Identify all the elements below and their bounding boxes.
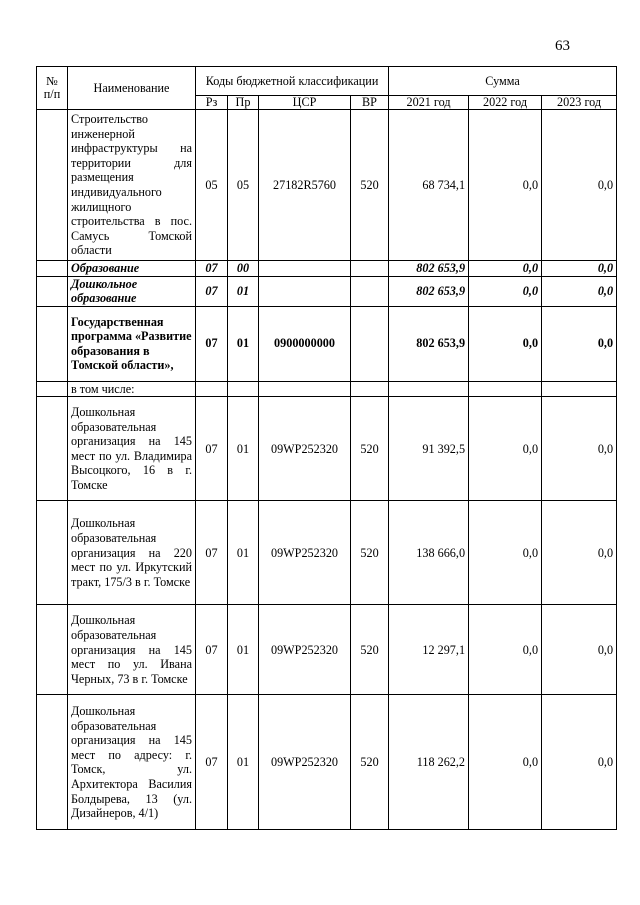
cell-2021: 138 666,0 xyxy=(389,501,469,605)
cell-vr xyxy=(351,306,389,381)
cell-num xyxy=(37,381,68,397)
cell-vr: 520 xyxy=(351,695,389,830)
table-body xyxy=(37,110,617,830)
header-pr: Пр xyxy=(228,96,259,110)
cell-vr xyxy=(351,261,389,277)
table-row xyxy=(37,306,617,381)
cell-rz: 07 xyxy=(196,501,228,605)
cell-2022: 0,0 xyxy=(469,397,542,501)
table-row xyxy=(37,110,617,261)
cell-name: Строительство инженерной инфраструктуры на территории для размещения индивидуального жилищного строительства в пос. Самусь Томской области xyxy=(68,110,196,261)
cell-csr: 27182R5760 xyxy=(259,110,351,261)
cell-2022: 0,0 xyxy=(469,605,542,695)
header-rz: Рз xyxy=(196,96,228,110)
cell-2021: 91 392,5 xyxy=(389,397,469,501)
cell-pr: 01 xyxy=(228,276,259,306)
cell-csr xyxy=(259,276,351,306)
cell-csr xyxy=(259,381,351,397)
header-csr: ЦСР xyxy=(259,96,351,110)
cell-num xyxy=(37,605,68,695)
header-codes: Коды бюджетной классификации xyxy=(196,67,389,96)
table-row xyxy=(37,695,617,830)
cell-vr: 520 xyxy=(351,501,389,605)
cell-csr: 09WP252320 xyxy=(259,695,351,830)
cell-vr xyxy=(351,381,389,397)
cell-2023: 0,0 xyxy=(542,695,617,830)
table-row xyxy=(37,397,617,501)
cell-2021: 802 653,9 xyxy=(389,261,469,277)
cell-2021: 118 262,2 xyxy=(389,695,469,830)
cell-2023: 0,0 xyxy=(542,306,617,381)
cell-csr: 09WP252320 xyxy=(259,605,351,695)
cell-csr xyxy=(259,261,351,277)
budget-table xyxy=(36,66,617,830)
cell-pr: 01 xyxy=(228,695,259,830)
cell-2023: 0,0 xyxy=(542,110,617,261)
cell-num xyxy=(37,261,68,277)
cell-num xyxy=(37,397,68,501)
cell-rz: 07 xyxy=(196,261,228,277)
cell-pr: 01 xyxy=(228,605,259,695)
header-vr: ВР xyxy=(351,96,389,110)
cell-2022: 0,0 xyxy=(469,261,542,277)
cell-name: Государственная программа «Развитие образования в Томской области», xyxy=(68,306,196,381)
cell-num xyxy=(37,501,68,605)
header-2022: 2022 год xyxy=(469,96,542,110)
cell-2022: 0,0 xyxy=(469,501,542,605)
cell-2023: 0,0 xyxy=(542,605,617,695)
cell-2023: 0,0 xyxy=(542,276,617,306)
cell-pr: 01 xyxy=(228,397,259,501)
cell-csr: 0900000000 xyxy=(259,306,351,381)
cell-name: Дошкольная образовательная организация на 220 мест по ул. Иркутский тракт, 175/3 в г. Томске xyxy=(68,501,196,605)
table-row xyxy=(37,261,617,277)
cell-2023 xyxy=(542,381,617,397)
cell-num xyxy=(37,276,68,306)
cell-csr: 09WP252320 xyxy=(259,501,351,605)
table-row xyxy=(37,501,617,605)
cell-2022: 0,0 xyxy=(469,110,542,261)
cell-2021: 802 653,9 xyxy=(389,276,469,306)
cell-pr: 01 xyxy=(228,306,259,381)
header-2021: 2021 год xyxy=(389,96,469,110)
cell-vr: 520 xyxy=(351,397,389,501)
cell-name: Дошкольное образование xyxy=(68,276,196,306)
cell-num xyxy=(37,695,68,830)
cell-name: в том числе: xyxy=(68,381,196,397)
table-row xyxy=(37,381,617,397)
cell-2023: 0,0 xyxy=(542,261,617,277)
header-num: № п/п xyxy=(37,67,68,110)
cell-pr: 00 xyxy=(228,261,259,277)
cell-2021: 12 297,1 xyxy=(389,605,469,695)
cell-2021: 68 734,1 xyxy=(389,110,469,261)
cell-vr xyxy=(351,276,389,306)
cell-2021: 802 653,9 xyxy=(389,306,469,381)
cell-pr xyxy=(228,381,259,397)
cell-vr: 520 xyxy=(351,605,389,695)
cell-name: Образование xyxy=(68,261,196,277)
table-row xyxy=(37,605,617,695)
cell-pr: 05 xyxy=(228,110,259,261)
cell-pr: 01 xyxy=(228,501,259,605)
cell-num xyxy=(37,110,68,261)
cell-2023: 0,0 xyxy=(542,397,617,501)
cell-name: Дошкольная образовательная организация на 145 мест по ул. Ивана Черных, 73 в г. Томске xyxy=(68,605,196,695)
cell-2022: 0,0 xyxy=(469,276,542,306)
cell-rz xyxy=(196,381,228,397)
cell-name: Дошкольная образовательная организация на 145 мест по ул. Владимира Высоцкого, 16 в г. Томске xyxy=(68,397,196,501)
cell-rz: 07 xyxy=(196,306,228,381)
table-header xyxy=(37,67,617,110)
cell-rz: 07 xyxy=(196,695,228,830)
cell-rz: 05 xyxy=(196,110,228,261)
cell-2023: 0,0 xyxy=(542,501,617,605)
cell-rz: 07 xyxy=(196,397,228,501)
header-2023: 2023 год xyxy=(542,96,617,110)
table-row xyxy=(37,276,617,306)
page-number: 63 xyxy=(555,38,570,54)
cell-rz: 07 xyxy=(196,605,228,695)
cell-2021 xyxy=(389,381,469,397)
cell-2022 xyxy=(469,381,542,397)
cell-2022: 0,0 xyxy=(469,695,542,830)
cell-2022: 0,0 xyxy=(469,306,542,381)
cell-name: Дошкольная образовательная организация на 145 мест по адресу: г. Томск, ул. Архитектора Василия Болдырева, 13 (ул. Дизайнеров, 4/1) xyxy=(68,695,196,830)
header-name: Наименование xyxy=(68,67,196,110)
header-sum: Сумма xyxy=(389,67,617,96)
cell-vr: 520 xyxy=(351,110,389,261)
cell-csr: 09WP252320 xyxy=(259,397,351,501)
cell-num xyxy=(37,306,68,381)
cell-rz: 07 xyxy=(196,276,228,306)
